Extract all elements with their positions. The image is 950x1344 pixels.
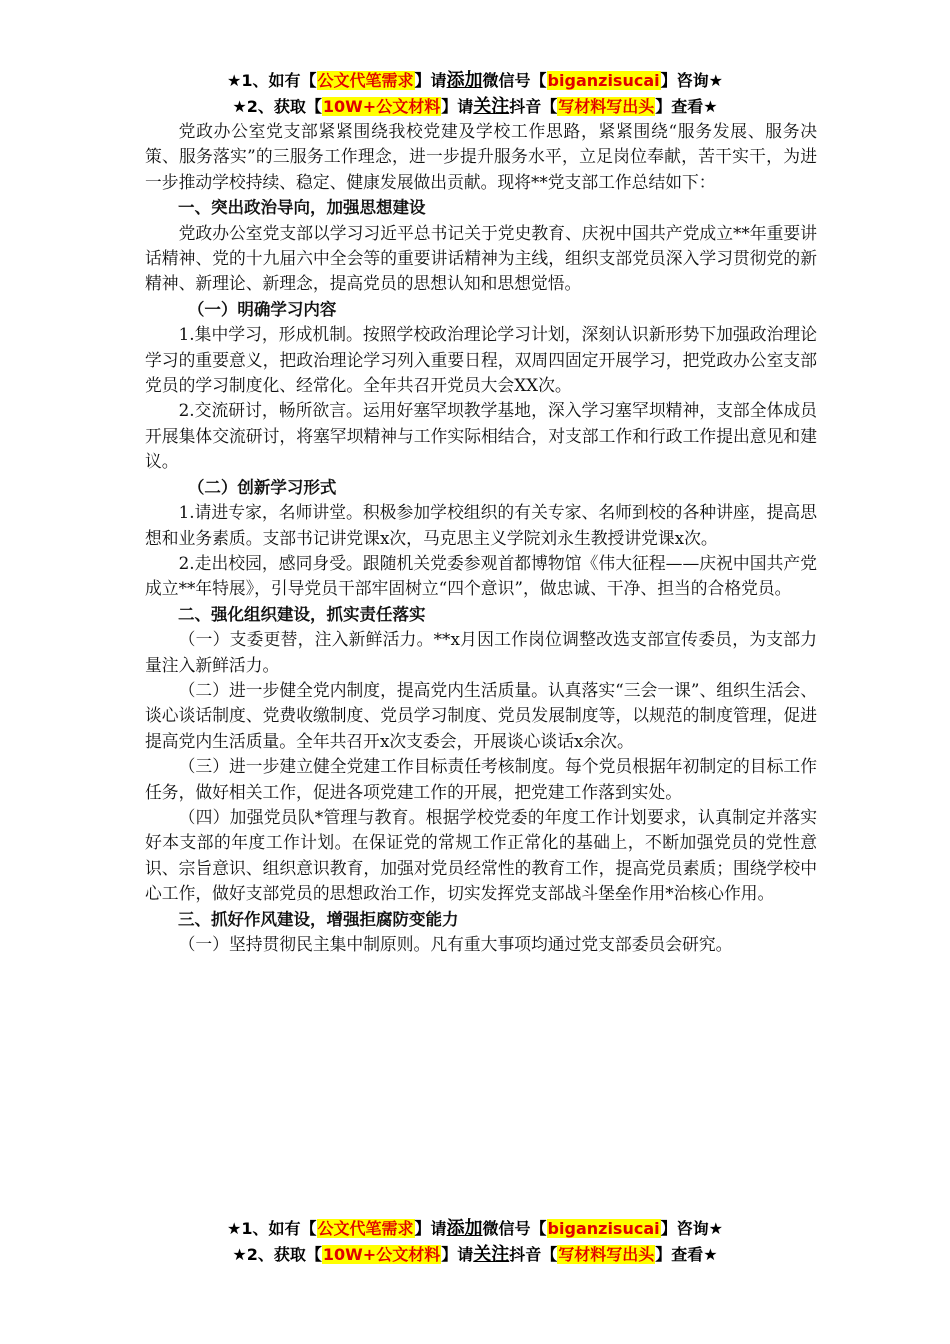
intro-paragraph: 党政办公室党支部紧紧围绕我校党建及学校工作思路，紧紧围绕“服务发展、服务决策、服务落实”的三服务工作理念，进一步提升服务水平，立足岗位奉献，苦干实干，为进一步推动学校持续、稳定、健康发展做出贡献。现将**党支部工作总结如下： xyxy=(145,121,817,192)
promo-text: 抖音【 xyxy=(509,97,558,116)
promo-text: 】咨询★ xyxy=(660,71,723,90)
body-paragraph: 2.走出校园，感同身受。跟随机关党委参观首都博物馆《伟大征程——庆祝中国共产党成立**年特展》，引导党员干部牢固树立“四个意识”，做忠诚、干净、担当的合格党员。 xyxy=(145,552,817,599)
promo-line-1 xyxy=(0,1216,950,1242)
promo-douyin-name: 写材料写出头 xyxy=(558,1245,655,1264)
promo-text: ★2、获取【 xyxy=(232,97,322,116)
promo-text: 】请 xyxy=(414,71,447,90)
body-paragraph: （一）坚持贯彻民主集中制原则。凡有重大事项均通过党支部委员会研究。 xyxy=(178,934,733,954)
promo-highlight: 公文代笔需求 xyxy=(317,1219,414,1238)
promo-line-2 xyxy=(0,94,950,120)
promo-banner-bottom xyxy=(0,1216,950,1268)
body-paragraph: 2.交流研讨，畅所欲言。运用好塞罕坝教学基地，深入学习塞罕坝精神，支部全体成员开展集体交流研讨，将塞罕坝精神与工作实际相结合，对支部工作和行政工作提出意见和建议。 xyxy=(145,400,817,472)
promo-douyin-name: 写材料写出头 xyxy=(558,97,655,116)
promo-text: 】查看★ xyxy=(655,97,718,116)
body-paragraph: 1.集中学习，形成机制。按照学校政治理论学习计划，深刻认识新形势下加强政治理论学习的重要意义，把政治理论学习列入重要日程，双周四固定开展学习，把党政办公室支部党员的学习制度化、经常化。全年共召开党员大会XX次。 xyxy=(145,324,817,396)
body-paragraph: （三）进一步建立健全党建工作目标责任考核制度。每个党员根据年初制定的目标工作任务，做好相关工作，促进各项党建工作的开展，把党建工作落到实处。 xyxy=(145,756,817,802)
subsection-heading: （一）明确学习内容 xyxy=(187,299,337,319)
subsection-heading: （二）创新学习形式 xyxy=(187,477,337,497)
promo-emphasis: 关注 xyxy=(473,96,510,117)
section-heading-2: 二、强化组织建设，抓实责任落实 xyxy=(178,604,426,624)
promo-emphasis: 关注 xyxy=(473,1244,510,1265)
promo-text: ★2、获取【 xyxy=(232,1245,322,1264)
promo-text: 抖音【 xyxy=(509,1245,558,1264)
promo-text: 微信号【 xyxy=(482,1219,547,1238)
promo-line-2 xyxy=(0,1242,950,1268)
promo-text: 】请 xyxy=(414,1219,447,1238)
promo-text: ★1、如有【 xyxy=(227,1219,317,1238)
document-body xyxy=(145,119,817,957)
promo-text: 】查看★ xyxy=(655,1245,718,1264)
promo-text: ★1、如有【 xyxy=(227,71,317,90)
promo-emphasis: 添加 xyxy=(446,1218,483,1239)
section-heading-1: 一、突出政治导向，加强思想建设 xyxy=(178,198,426,218)
promo-text: 】请 xyxy=(441,97,474,116)
promo-line-1 xyxy=(0,68,950,94)
promo-text: 】请 xyxy=(441,1245,474,1264)
promo-banner-top xyxy=(0,68,950,120)
promo-wechat-id: biganzisucai xyxy=(547,1219,660,1238)
promo-text: 微信号【 xyxy=(482,71,547,90)
section-heading-3: 三、抓好作风建设，增强拒腐防变能力 xyxy=(178,909,459,929)
body-paragraph: （一）支委更替，注入新鲜活力。**x月因工作岗位调整改选支部宣传委员，为支部力量注入新鲜活力。 xyxy=(145,629,817,675)
promo-highlight: 公文代笔需求 xyxy=(317,71,414,90)
promo-text: 】咨询★ xyxy=(660,1219,723,1238)
promo-highlight: 10W+公文材料 xyxy=(322,97,441,116)
promo-highlight: 10W+公文材料 xyxy=(322,1245,441,1264)
body-paragraph: 党政办公室党支部以学习习近平总书记关于党史教育、庆祝中国共产党成立**年重要讲话精神、党的十九届六中全会等的重要讲话精神为主线，组织支部党员深入学习贯彻党的新精神、新理论、新理念，提高党员的思想认知和思想觉悟。 xyxy=(145,222,817,294)
promo-emphasis: 添加 xyxy=(446,70,483,91)
body-paragraph: 1.请进专家，名师讲堂。积极参加学校组织的有关专家、名师到校的各种讲座，提高思想和业务素质。支部书记讲党课x次，马克思主义学院刘永生教授讲党课x次。 xyxy=(145,502,817,548)
body-paragraph: （四）加强党员队*管理与教育。根据学校党委的年度工作计划要求，认真制定并落实好本支部的年度工作计划。在保证党的常规工作正常化的基础上，不断加强党员的党性意识、宗旨意识、组织意识教育，加强对党员经常性的教育工作，提高党员素质；围绕学校中心工作，做好支部党员的思想政治工作，切实发挥党支部战斗堡垒作用*治核心作用。 xyxy=(145,806,817,904)
promo-wechat-id: biganzisucai xyxy=(547,71,660,90)
body-paragraph: （二）进一步健全党内制度，提高党内生活质量。认真落实“三会一课”、组织生活会、谈心谈话制度、党费收缴制度、党员学习制度、党员发展制度等，以规范的制度管理，促进提高党内生活质量。全年共召开x次支委会，开展谈心谈话x余次。 xyxy=(145,679,817,751)
